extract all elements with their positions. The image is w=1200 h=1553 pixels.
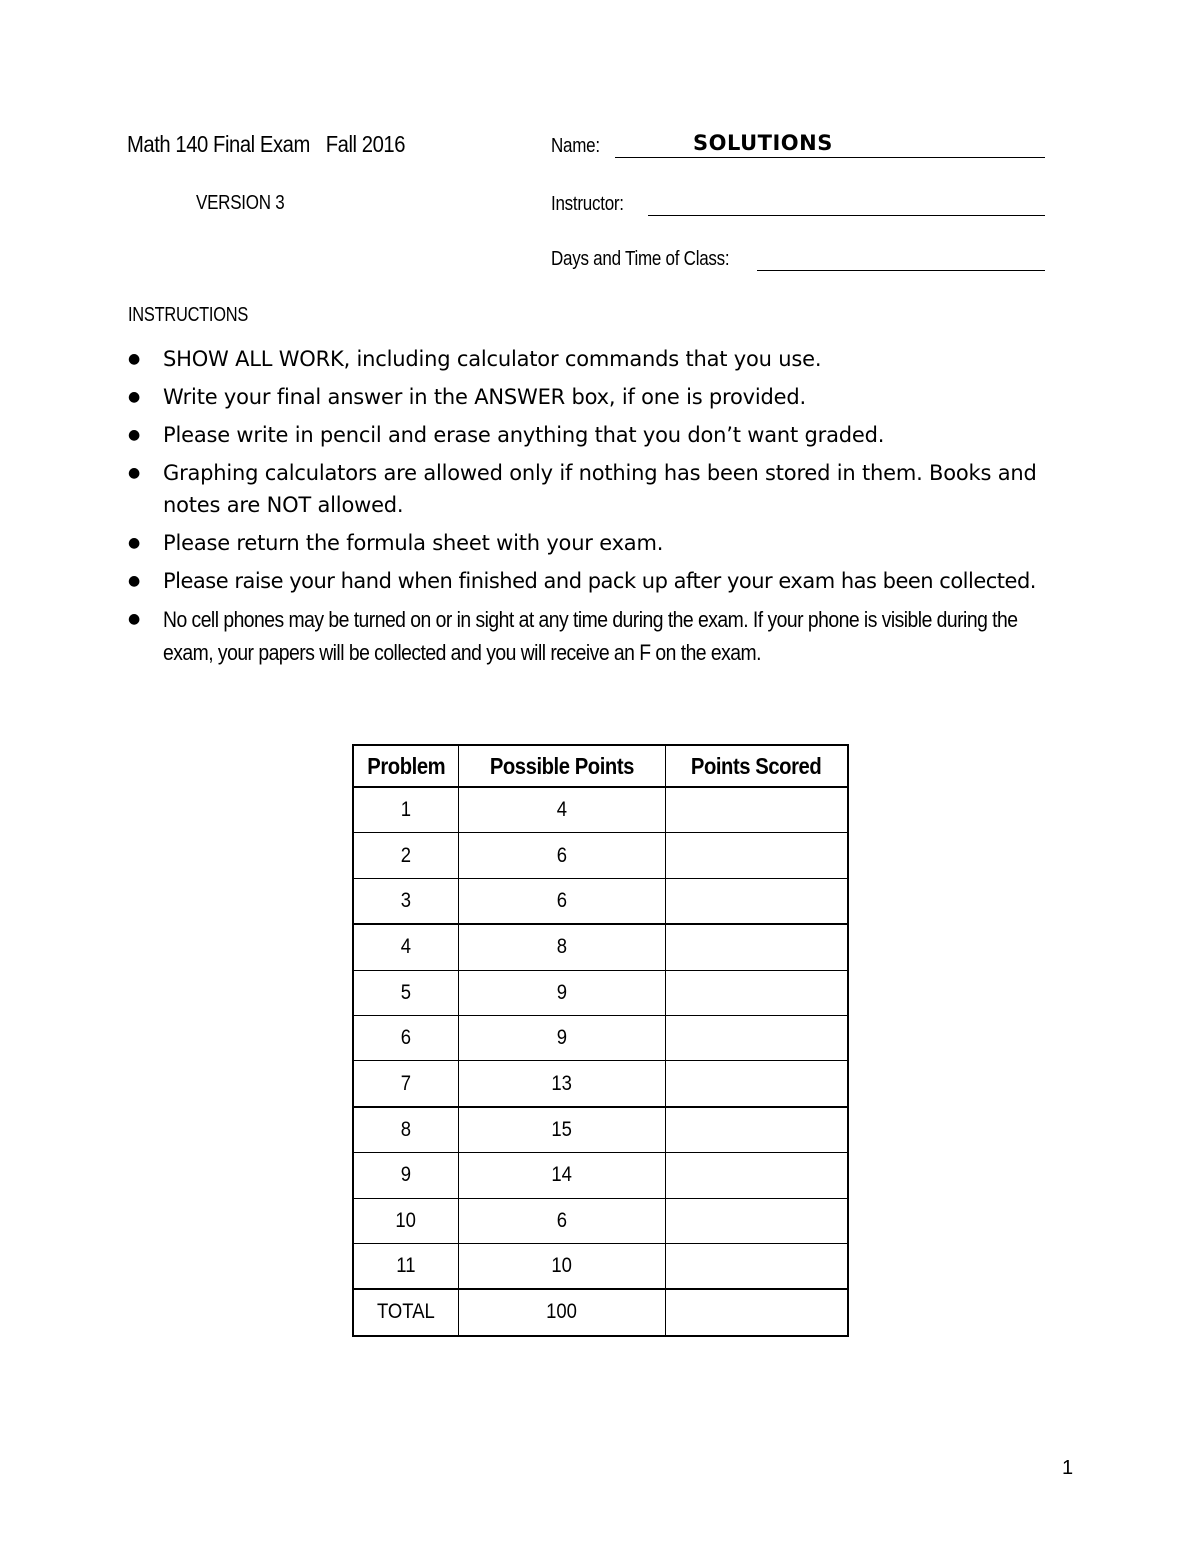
problem-cell: 2 (353, 833, 459, 878)
problem-cell: 11 (353, 1243, 459, 1289)
table-row (353, 833, 848, 878)
problem-cell: 5 (353, 970, 459, 1015)
possible-cell: 6 (459, 1198, 666, 1243)
exam-title (127, 131, 405, 158)
header-possible-points: Possible Points (459, 745, 666, 787)
table-row (353, 787, 848, 833)
page-number: 1 (1062, 1457, 1074, 1479)
list-item: ● Please return the formula sheet with your exam. (128, 527, 1068, 559)
table-row (353, 1243, 848, 1289)
total-scored-cell[interactable] (666, 1289, 849, 1335)
possible-cell: 4 (459, 787, 666, 833)
total-possible-cell: 100 (459, 1289, 666, 1335)
scored-cell[interactable] (666, 1015, 849, 1060)
problem-cell: 7 (353, 1061, 459, 1107)
exam-term: Fall 2016 (325, 131, 406, 157)
instructions-list (128, 343, 1068, 675)
scored-cell[interactable] (666, 878, 849, 924)
list-item: ● SHOW ALL WORK, including calculator commands that you use. (128, 343, 1068, 375)
class-time-field[interactable] (757, 270, 1045, 271)
list-item: ● Please write in pencil and erase anything that you don’t want graded. (128, 419, 1068, 451)
possible-cell: 15 (459, 1107, 666, 1153)
instructor-field[interactable] (648, 215, 1045, 216)
table-row (353, 878, 848, 924)
table-row (353, 1061, 848, 1107)
table-row (353, 1015, 848, 1060)
total-label-cell: TOTAL (353, 1289, 459, 1335)
header-points-scored: Points Scored (666, 745, 849, 787)
instructions-heading: INSTRUCTIONS (128, 304, 249, 326)
list-item: ● Please raise your hand when finished and pack up after your exam has been collected. (128, 565, 1068, 597)
problem-cell: 1 (353, 787, 459, 833)
bullet-icon: ● (128, 351, 141, 367)
score-table (352, 744, 849, 1337)
problem-cell: 8 (353, 1107, 459, 1153)
scored-cell[interactable] (666, 924, 849, 970)
scored-cell[interactable] (666, 787, 849, 833)
scored-cell[interactable] (666, 1061, 849, 1107)
possible-cell: 13 (459, 1061, 666, 1107)
bullet-icon: ● (128, 611, 140, 627)
problem-cell: 3 (353, 878, 459, 924)
table-row (353, 1153, 848, 1198)
scored-cell[interactable] (666, 1107, 849, 1153)
table-row (353, 970, 848, 1015)
possible-cell: 9 (459, 970, 666, 1015)
scored-cell[interactable] (666, 1243, 849, 1289)
bullet-icon: ● (128, 573, 140, 589)
list-item: ● Write your final answer in the ANSWER box, if one is provided. (128, 381, 1068, 413)
possible-cell: 6 (459, 878, 666, 924)
name-label: Name: (551, 135, 600, 157)
table-header-row (353, 745, 848, 787)
list-item: ● No cell phones may be turned on or in sight at any time during the exam. If your phone is visible during the exam, your papers will be collected and you will receive an F on the exam. (128, 603, 1068, 669)
total-row (353, 1289, 848, 1335)
possible-cell: 9 (459, 1015, 666, 1060)
problem-cell: 6 (353, 1015, 459, 1060)
problem-cell: 10 (353, 1198, 459, 1243)
scored-cell[interactable] (666, 833, 849, 878)
instructor-label: Instructor: (551, 193, 624, 215)
bullet-icon: ● (128, 389, 141, 405)
course-title: Math 140 Final Exam (127, 131, 310, 157)
scored-cell[interactable] (666, 1198, 849, 1243)
name-value: SOLUTIONS (693, 131, 833, 155)
bullet-icon: ● (128, 465, 141, 481)
possible-cell: 10 (459, 1243, 666, 1289)
bullet-icon: ● (128, 535, 141, 551)
scored-cell[interactable] (666, 970, 849, 1015)
table-row (353, 1107, 848, 1153)
table-row (353, 924, 848, 970)
problem-cell: 9 (353, 1153, 459, 1198)
header-problem: Problem (353, 745, 459, 787)
scored-cell[interactable] (666, 1153, 849, 1198)
class-time-label: Days and Time of Class: (551, 248, 730, 270)
name-field[interactable] (615, 157, 1045, 158)
possible-cell: 6 (459, 833, 666, 878)
table-row (353, 1198, 848, 1243)
bullet-icon: ● (128, 427, 141, 443)
list-item: ● Graphing calculators are allowed only if nothing has been stored in them. Books and notes are NOT allowed. (128, 457, 1068, 521)
possible-cell: 8 (459, 924, 666, 970)
exam-version: VERSION 3 (196, 192, 285, 214)
possible-cell: 14 (459, 1153, 666, 1198)
problem-cell: 4 (353, 924, 459, 970)
